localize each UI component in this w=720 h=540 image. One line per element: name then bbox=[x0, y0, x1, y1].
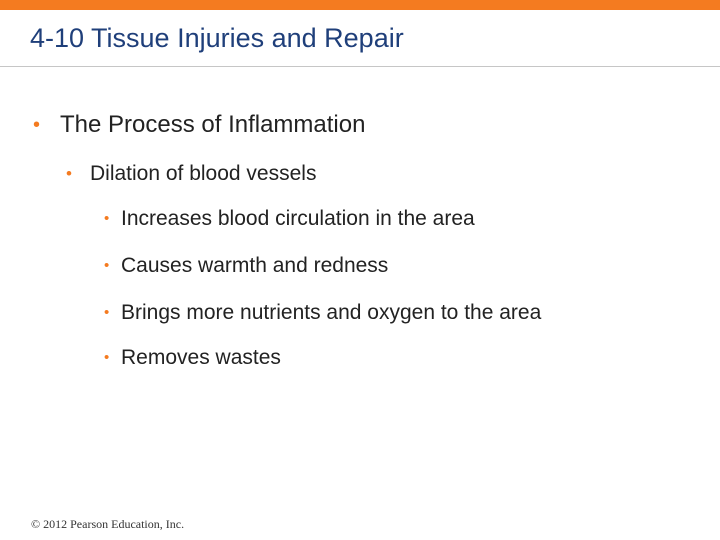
top-accent-bar bbox=[0, 0, 720, 10]
bullet-level1-text: The Process of Inflammation bbox=[60, 111, 366, 138]
copyright-footer: © 2012 Pearson Education, Inc. bbox=[31, 517, 185, 531]
bullet-dot-icon: • bbox=[33, 114, 41, 136]
slide-title: 4-10 Tissue Injuries and Repair bbox=[30, 23, 404, 53]
bullet-level1 bbox=[33, 111, 365, 139]
bullet-dot-icon: • bbox=[104, 304, 110, 321]
bullet-dot-icon: • bbox=[104, 349, 110, 366]
bullet-level3-text: Increases blood circulation in the area bbox=[121, 207, 475, 230]
bullet-level2-text: Dilation of blood vessels bbox=[90, 162, 317, 185]
title-divider bbox=[0, 66, 720, 67]
bullet-dot-icon: • bbox=[104, 257, 110, 274]
bullet-level3-text: Removes wastes bbox=[121, 346, 281, 369]
bullet-level3-item bbox=[104, 300, 541, 326]
bullet-level3-text: Brings more nutrients and oxygen to the area bbox=[121, 301, 542, 324]
bullet-dot-icon: • bbox=[104, 210, 110, 227]
bullet-level3-item bbox=[104, 206, 475, 232]
bullet-level2 bbox=[66, 161, 316, 187]
bullet-level3-text: Causes warmth and redness bbox=[121, 254, 389, 277]
bullet-level3-item bbox=[104, 253, 388, 279]
bullet-dot-icon: • bbox=[66, 164, 72, 183]
bullet-level3-item bbox=[104, 345, 281, 371]
